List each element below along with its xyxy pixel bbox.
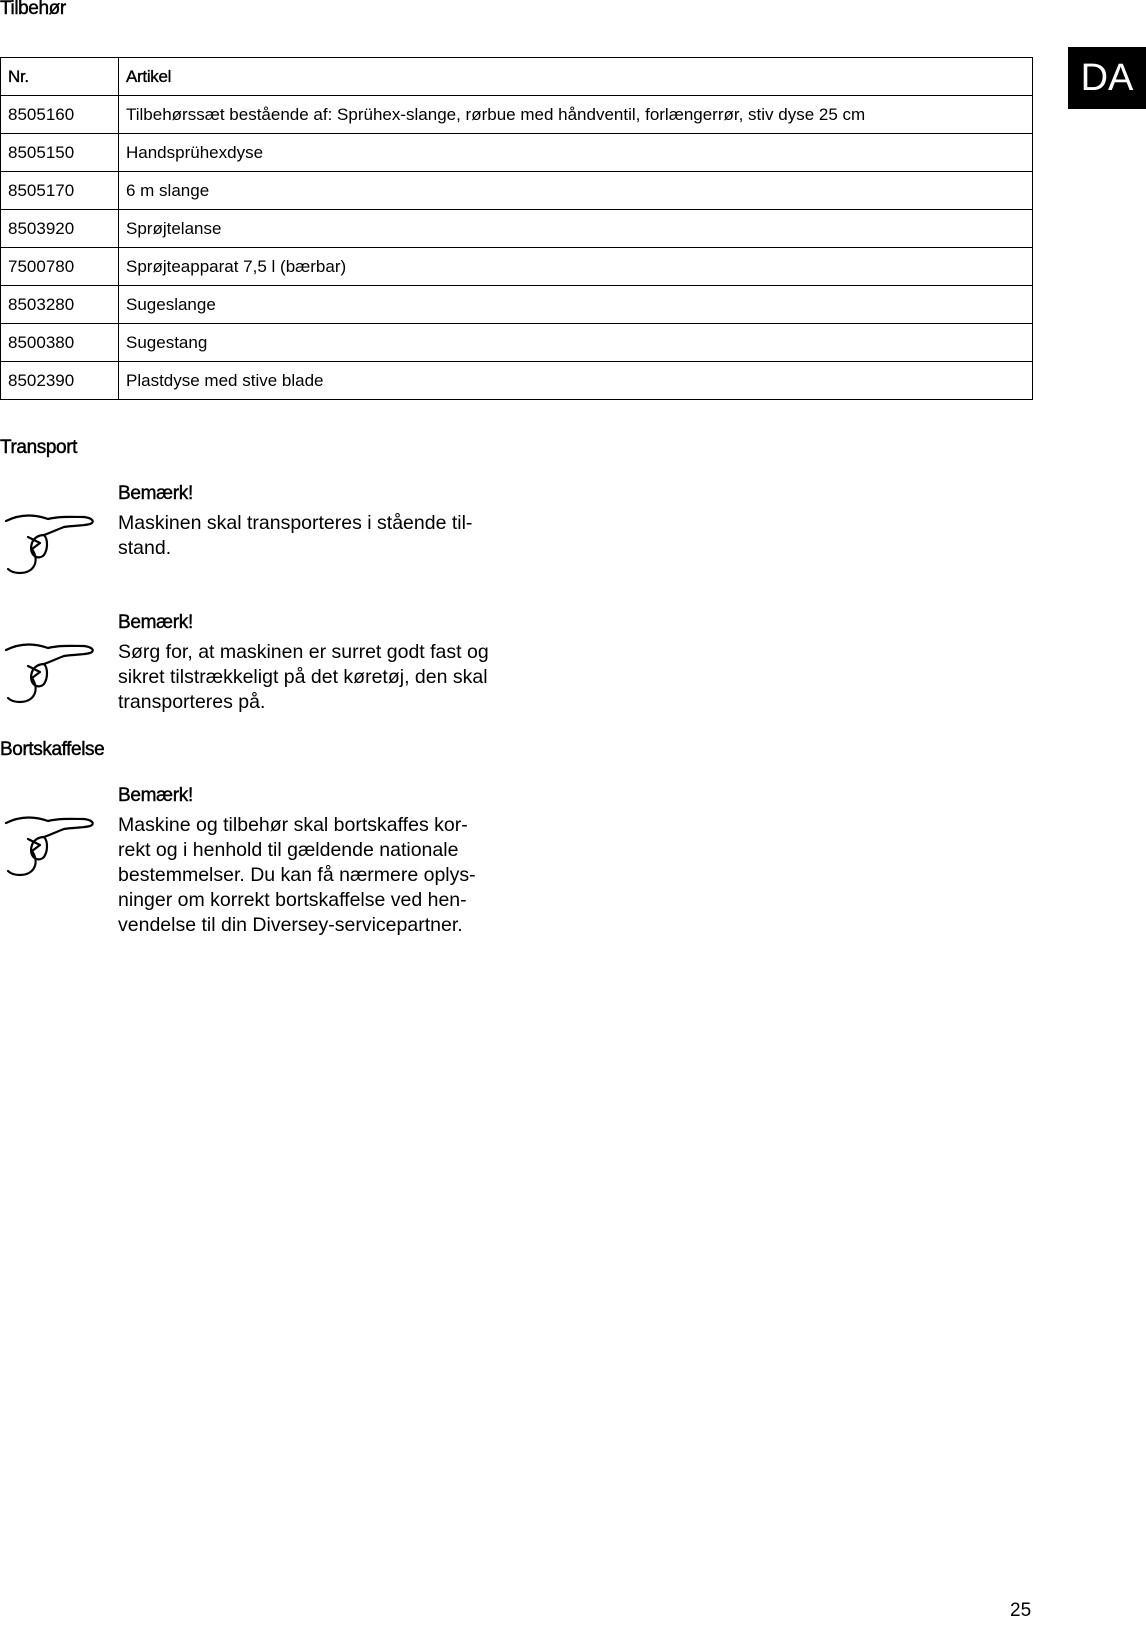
item-number: 8502390 (1, 362, 119, 400)
item-description: Sugestang (119, 324, 1033, 362)
item-description: Tilbehørssæt bestående af: Sprühex-slange, rørbue med håndventil, forlængerrør, stiv dyse 25 cm (119, 96, 1033, 134)
pointing-hand-icon (4, 511, 100, 577)
table-row (1, 248, 1033, 286)
item-number: 7500780 (1, 248, 119, 286)
table-row (1, 96, 1033, 134)
item-number: 8500380 (1, 324, 119, 362)
item-number: 8505160 (1, 96, 119, 134)
accessories-table (0, 57, 1033, 400)
item-number: 8503280 (1, 286, 119, 324)
transport-note-1 (0, 483, 520, 573)
disposal-note (0, 785, 520, 945)
item-number: 8505170 (1, 172, 119, 210)
pointing-hand-icon (4, 813, 100, 879)
column-header-nr: Nr. (1, 58, 119, 96)
item-description: Sprøjteapparat 7,5 l (bærbar) (119, 248, 1033, 286)
note-title: Bemærk! (118, 612, 193, 633)
table-header-row (1, 58, 1033, 96)
note-text: Maskine og tilbehør skal bortskaffes kor- rekt og i henhold til gældende nationale bestemmelser. Du kan få nærmere oplys- ninger om korrekt bortskaffelse ved hen- vendelse til din Diversey-servicepartner. (118, 814, 476, 936)
transport-note-2 (0, 612, 520, 722)
item-description: Plastdyse med stive blade (119, 362, 1033, 400)
accessories-heading: Tilbehør (0, 0, 66, 19)
note-text: Maskinen skal transporteres i stående til- stand. (118, 512, 473, 559)
item-description: Sugeslange (119, 286, 1033, 324)
item-number: 8505150 (1, 134, 119, 172)
table-row (1, 134, 1033, 172)
note-title: Bemærk! (118, 785, 193, 806)
pointing-hand-icon (4, 640, 100, 706)
table-row (1, 324, 1033, 362)
table-row (1, 286, 1033, 324)
column-header-artikel: Artikel (119, 58, 1033, 96)
language-tab: DA (1068, 47, 1146, 109)
table-row (1, 172, 1033, 210)
disposal-heading: Bortskaffelse (0, 739, 105, 760)
item-number: 8503920 (1, 210, 119, 248)
table-row (1, 210, 1033, 248)
page-number: 25 (1010, 1600, 1032, 1621)
note-text: Sørg for, at maskinen er surret godt fast og sikret tilstrækkeligt på det køretøj, den skal transporteres på. (118, 641, 489, 713)
item-description: 6 m slange (119, 172, 1033, 210)
item-description: Sprøjtelanse (119, 210, 1033, 248)
transport-heading: Transport (0, 437, 78, 458)
item-description: Handsprühexdyse (119, 134, 1033, 172)
note-title: Bemærk! (118, 483, 193, 504)
table-row (1, 362, 1033, 400)
